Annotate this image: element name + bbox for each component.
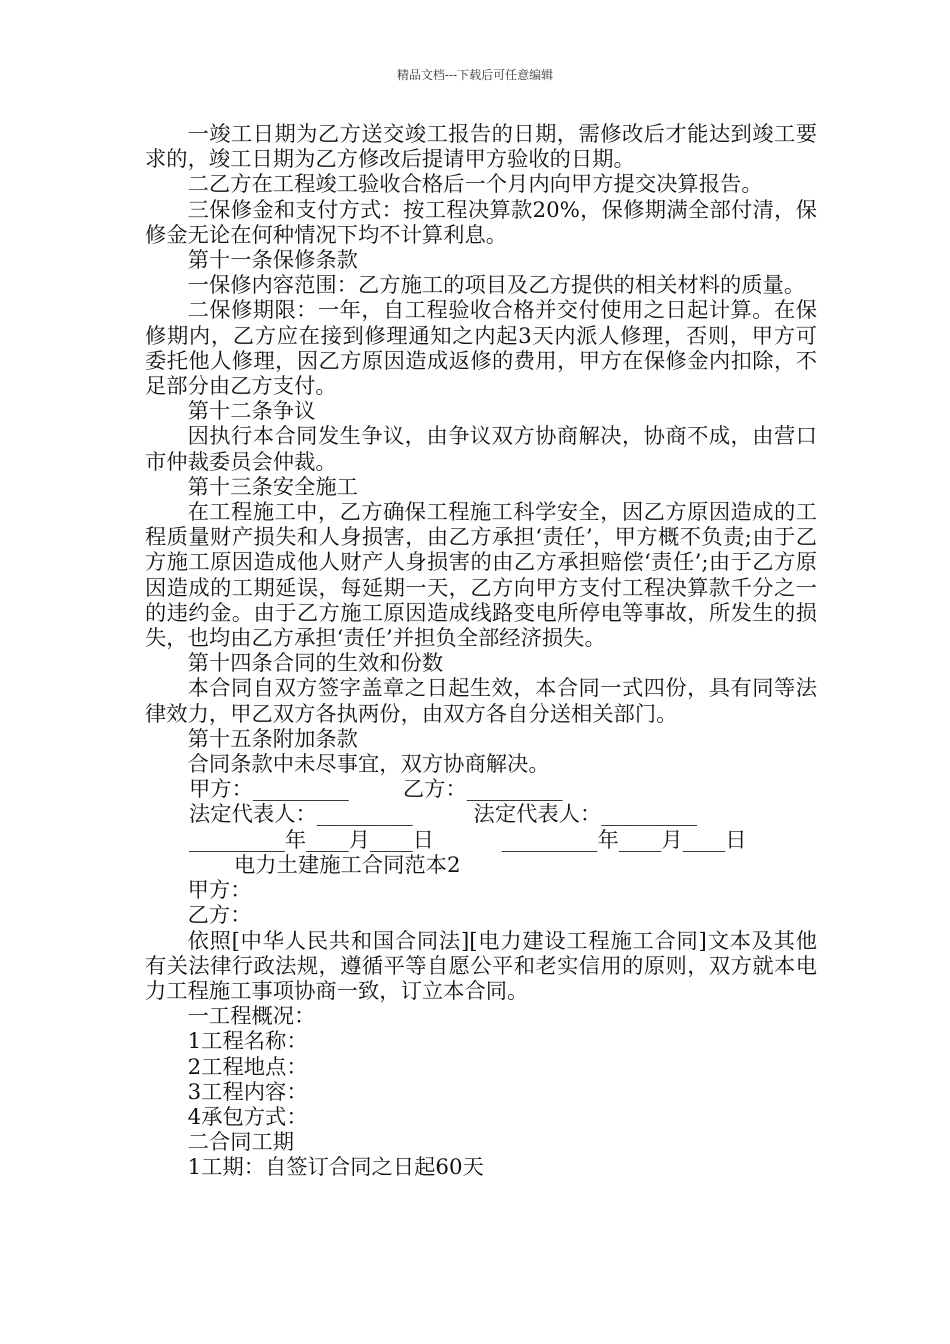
list-item: 2工程地点： — [187, 1054, 308, 1080]
document-body — [145, 122, 817, 1181]
list-item: 3工程内容： — [187, 1079, 308, 1105]
paragraph: 二保修期限：一年，自工程验收合格并交付使用之日起计算。在保修期内，乙方应在接到修理通知之内起3天内派人修理，否则，甲方可委托他人修理，因乙方原因造成返修的费用，甲方在保修金内扣除，不足部分由乙方支付。 — [145, 298, 817, 400]
list-item: 1工期：自签订合同之日起60天 — [187, 1155, 484, 1181]
page-header: 精品文档---下载后可任意编辑 — [396, 68, 554, 82]
paragraph: 本合同自双方签字盖章之日起生效，本合同一式四份，具有同等法律效力，甲乙双方各执两份，由双方各自分送相关部门。 — [145, 676, 817, 727]
signature-representative-line: 法定代表人：_________ 法定代表人：_________ — [189, 802, 698, 828]
clause-heading: 第十四条合同的生效和份数 — [187, 651, 444, 677]
paragraph: 因执行本合同发生争议，由争议双方协商解决，协商不成，由营口市仲裁委员会仲裁。 — [145, 424, 817, 475]
clause-heading: 第十二条争议 — [187, 399, 316, 425]
signature-party-line: 甲方：_________ 乙方：_________ — [189, 777, 563, 803]
party-a-label: 甲方： — [187, 878, 252, 904]
clause-heading: 二合同工期 — [187, 1130, 295, 1156]
clause-heading: 一工程概况： — [187, 1004, 316, 1030]
paragraph: 依照[中华人民共和国合同法][电力建设工程施工合同]文本及其他有关法律行政法规，遵循平等自愿公平和老实信用的原则，双方就本电力工程施工事项协商一致，订立本合同。 — [145, 928, 817, 1004]
paragraph: 一竣工日期为乙方送交竣工报告的日期，需修改后才能达到竣工要求的，竣工日期为乙方修改后提请甲方验收的日期。 — [145, 122, 817, 173]
paragraph: 在工程施工中，乙方确保工程施工科学安全，因乙方原因造成的工程质量财产损失和人身损害，由乙方承担‘责任’，甲方概不负责;由于乙方施工原因造成他人财产人身损害的由乙方承担赔偿‘责任’;由于乙方原因造成的工期延误，每延期一天，乙方向甲方支付工程决算款千分之一的违约金。由于乙方施工原因造成线路变电所停电等事故，所发生的损失，也均由乙方承担‘责任’并担负全部经济损失。 — [145, 500, 817, 652]
section-title: 电力土建施工合同范本2 — [234, 852, 461, 878]
paragraph: 二乙方在工程竣工验收合格后一个月内向甲方提交决算报告。 — [187, 172, 763, 198]
paragraph: 合同条款中未尽事宜，双方协商解决。 — [187, 752, 550, 778]
clause-heading: 第十三条安全施工 — [187, 474, 358, 500]
clause-heading: 第十五条附加条款 — [187, 726, 358, 752]
paragraph: 三保修金和支付方式：按工程决算款20%，保修期满全部付清，保修金无论在何种情况下均不计算利息。 — [145, 197, 817, 248]
list-item: 1工程名称： — [187, 1029, 308, 1055]
list-item: 4承包方式： — [187, 1104, 308, 1130]
party-b-label: 乙方： — [187, 903, 252, 929]
paragraph: 一保修内容范围：乙方施工的项目及乙方提供的相关材料的质量。 — [187, 273, 806, 299]
clause-heading: 第十一条保修条款 — [187, 248, 358, 274]
signature-date-line: _________年____月____日 _________年____月____日 — [189, 827, 747, 853]
